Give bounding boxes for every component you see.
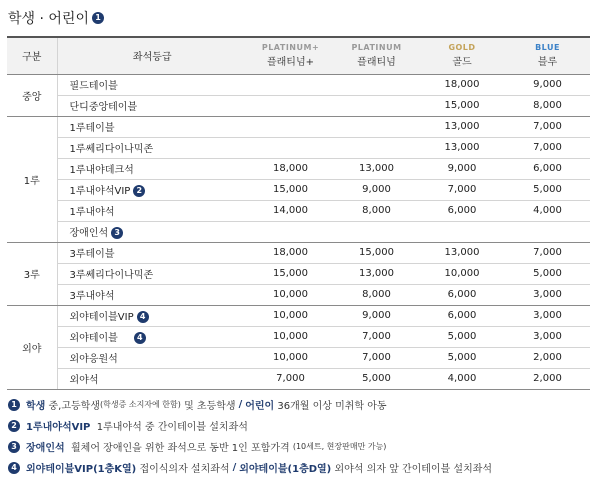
price-platinum: 7,000: [334, 326, 419, 347]
price-platinum: 5,000: [334, 368, 419, 389]
seat-cell: [57, 74, 247, 95]
seat-name: 1루테이블: [69, 123, 115, 134]
seat-cell: [57, 326, 247, 347]
table-row: [7, 116, 590, 137]
footnote-highlight: 장애인석: [26, 443, 65, 454]
footnote-highlight: 외야테이블(1층D열): [239, 464, 332, 475]
price-platinum: 13,000: [334, 263, 419, 284]
footnote-1: [8, 394, 593, 415]
seat-cell: [57, 179, 247, 200]
table-row: [7, 347, 590, 368]
footnote-text: 중,고등학생: [48, 401, 100, 412]
seat-cell: [57, 368, 247, 389]
footnote-small-text: (10세트, 현장판매만 가능): [292, 442, 387, 451]
seat-name: 1루내야석VIP: [69, 186, 131, 197]
price-gold: 13,000: [419, 242, 505, 263]
price-blue: 7,000: [505, 242, 590, 263]
price-blue: 2,000: [505, 347, 590, 368]
title-number-badge: 1: [92, 12, 104, 24]
price-platinum-plus: 15,000: [247, 263, 334, 284]
header-platinum: [334, 37, 419, 74]
seat-note-badge: 3: [111, 227, 123, 239]
footnote-text: 접이식의자 설치좌석: [139, 464, 230, 475]
seat-cell: [57, 221, 247, 242]
table-row: [7, 284, 590, 305]
price-blue: 5,000: [505, 263, 590, 284]
seat-cell: [57, 284, 247, 305]
seat-cell: [57, 263, 247, 284]
price-gold: 10,000: [419, 263, 505, 284]
seat-cell: [57, 158, 247, 179]
table-row: [7, 137, 590, 158]
header-gold-en: GOLD: [448, 43, 476, 53]
footnote-small-text: (학생증 소지자에 한함): [100, 400, 181, 409]
price-platinum: [334, 221, 419, 242]
price-platinum: 8,000: [334, 200, 419, 221]
table-row: [7, 179, 590, 200]
footnote-text: 36개월 이상 미취학 아동: [277, 401, 387, 412]
price-gold: 5,000: [419, 347, 505, 368]
price-blue: 9,000: [505, 74, 590, 95]
price-platinum: 15,000: [334, 242, 419, 263]
footnote-highlight: 어린이: [245, 401, 275, 412]
price-gold: 18,000: [419, 74, 505, 95]
header-blue: [505, 37, 590, 74]
footnote-text: 외야석 의자 앞 간이테이블 설치좌석: [334, 464, 493, 475]
price-gold: 6,000: [419, 305, 505, 326]
footnote-text: 휠체어 장애인을 위한 좌석으로 동반 1인 포함가격: [71, 443, 290, 454]
footnote-badge: 1: [8, 399, 20, 411]
footnote-highlight: 외야테이블VIP(1층K열): [26, 464, 137, 475]
seat-name: 3루내야석: [69, 291, 115, 302]
table-row: [7, 242, 590, 263]
price-platinum-plus: [247, 95, 334, 116]
table-row: [7, 95, 590, 116]
header-platinum-plus-kr: 플래티넘+: [266, 57, 315, 69]
footnote-text: 1루내야석 중 간이테이블 설치좌석: [96, 422, 248, 433]
price-platinum-plus: 10,000: [247, 326, 334, 347]
price-gold: 15,000: [419, 95, 505, 116]
table-row: [7, 221, 590, 242]
price-gold: 7,000: [419, 179, 505, 200]
price-table-body: [7, 74, 590, 389]
zone-cell: 중앙: [7, 74, 57, 116]
seat-note-badge: 2: [133, 185, 145, 197]
header-gold-kr: 골드: [452, 57, 472, 69]
footnote-separator: /: [232, 462, 237, 473]
footnote-highlight: 1루내야석VIP: [26, 422, 91, 433]
price-blue: 6,000: [505, 158, 590, 179]
seat-name: 3루쎄리다이나믹존: [69, 270, 154, 281]
price-blue: 2,000: [505, 368, 590, 389]
price-platinum: 8,000: [334, 284, 419, 305]
price-platinum: [334, 95, 419, 116]
header-platinum-en: PLATINUM: [351, 43, 402, 53]
zone-cell: 외야: [7, 305, 57, 389]
footnote-3: [8, 436, 593, 457]
price-blue: 5,000: [505, 179, 590, 200]
price-gold: 6,000: [419, 284, 505, 305]
footnote-4: [8, 457, 593, 478]
price-platinum-plus: 10,000: [247, 347, 334, 368]
seat-cell: [57, 95, 247, 116]
price-blue: 7,000: [505, 116, 590, 137]
seat-name: 1루쎄리다이나믹존: [69, 144, 154, 155]
seat-name: 단디중앙테이블: [69, 102, 138, 113]
price-blue: [505, 221, 590, 242]
price-platinum-plus: [247, 221, 334, 242]
zone-cell: 3루: [7, 242, 57, 305]
footnote-text: 및 초등학생: [184, 401, 236, 412]
price-platinum-plus: [247, 74, 334, 95]
seat-name: 필드테이블: [69, 81, 118, 92]
price-blue: 4,000: [505, 200, 590, 221]
price-gold: 9,000: [419, 158, 505, 179]
price-platinum: [334, 116, 419, 137]
seat-cell: [57, 305, 247, 326]
header-platinum-plus-en: PLATINUM+: [261, 43, 320, 53]
seat-cell: [57, 116, 247, 137]
seat-note-badge: 4: [134, 332, 146, 344]
price-platinum-plus: 10,000: [247, 284, 334, 305]
price-gold: [419, 221, 505, 242]
price-platinum: 9,000: [334, 305, 419, 326]
footnotes: [8, 394, 593, 478]
price-platinum: 7,000: [334, 347, 419, 368]
zone-cell: 1루: [7, 116, 57, 242]
price-platinum-plus: [247, 116, 334, 137]
price-blue: 3,000: [505, 305, 590, 326]
price-platinum: 9,000: [334, 179, 419, 200]
price-blue: 8,000: [505, 95, 590, 116]
price-gold: 6,000: [419, 200, 505, 221]
price-platinum-plus: 15,000: [247, 179, 334, 200]
seat-cell: [57, 347, 247, 368]
price-platinum-plus: 18,000: [247, 158, 334, 179]
seat-note-badge: 4: [137, 311, 149, 323]
table-row: [7, 263, 590, 284]
table-row: [7, 368, 590, 389]
footnote-separator: /: [238, 399, 243, 410]
price-platinum: [334, 137, 419, 158]
seat-name: 장애인석: [69, 228, 109, 239]
table-row: [7, 326, 590, 347]
footnote-badge: 3: [8, 441, 20, 453]
footnote-badge: 4: [8, 462, 20, 474]
header-platinum-kr: 플래티넘: [357, 57, 396, 69]
price-platinum-plus: [247, 137, 334, 158]
price-gold: 5,000: [419, 326, 505, 347]
table-row: [7, 158, 590, 179]
price-table: [7, 36, 590, 390]
footnote-highlight: 학생: [26, 401, 46, 412]
price-blue: 3,000: [505, 284, 590, 305]
price-gold: 13,000: [419, 116, 505, 137]
seat-name: 외야테이블VIP: [69, 312, 134, 323]
seat-cell: [57, 200, 247, 221]
price-platinum-plus: 7,000: [247, 368, 334, 389]
seat-name: 1루내야석: [69, 207, 115, 218]
header-platinum-plus: [247, 37, 334, 74]
page-title-text: 학생 · 어린이: [8, 11, 89, 27]
price-platinum-plus: 14,000: [247, 200, 334, 221]
footnote-2: [8, 415, 593, 436]
header-gold: [419, 37, 505, 74]
price-platinum: 13,000: [334, 158, 419, 179]
header-zone: 구분: [7, 37, 57, 74]
price-gold: 4,000: [419, 368, 505, 389]
price-platinum-plus: 18,000: [247, 242, 334, 263]
table-row: [7, 74, 590, 95]
price-platinum-plus: 10,000: [247, 305, 334, 326]
seat-cell: [57, 137, 247, 158]
seat-name: 1루내야데크석: [69, 165, 134, 176]
footnote-badge: 2: [8, 420, 20, 432]
seat-name: 외야석: [69, 375, 99, 386]
seat-name: 3루테이블: [69, 249, 115, 260]
price-platinum: [334, 74, 419, 95]
table-header-row: [7, 37, 590, 74]
table-row: [7, 200, 590, 221]
header-blue-kr: 블루: [537, 57, 558, 69]
price-blue: 7,000: [505, 137, 590, 158]
price-blue: 3,000: [505, 326, 590, 347]
header-seat-grade: 좌석등급: [57, 37, 247, 74]
seat-cell: [57, 242, 247, 263]
seat-name: 외야테이블: [69, 333, 118, 344]
table-row: [7, 305, 590, 326]
page-title: [8, 8, 104, 28]
seat-name: 외야응원석: [69, 354, 118, 365]
header-blue-en: BLUE: [535, 43, 560, 53]
price-gold: 13,000: [419, 137, 505, 158]
